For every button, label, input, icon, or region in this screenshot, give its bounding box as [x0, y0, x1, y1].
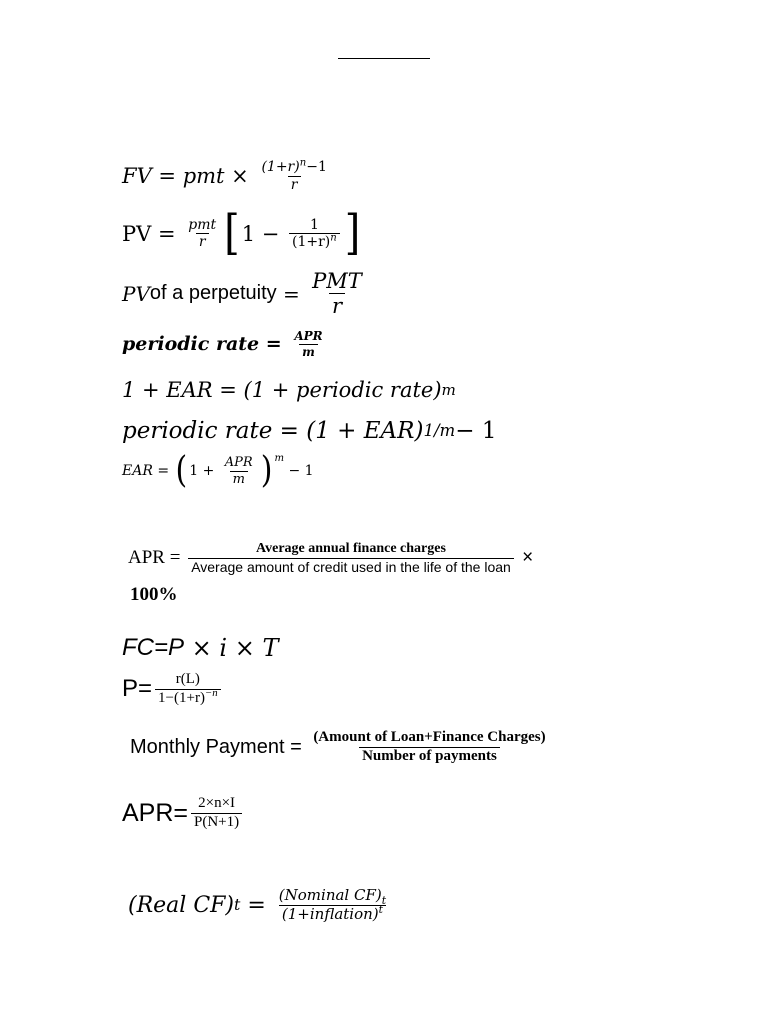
p-den-exp: −n: [204, 686, 218, 699]
apr2-num: 2×n×I: [198, 795, 236, 811]
p-num: r(L): [175, 671, 200, 687]
apr1-eq: =: [164, 547, 186, 569]
formula-rate-from-ear: periodic rate = (1 + EAR) 1/m − 1: [122, 418, 497, 444]
formula-ear-from-rate: 1 + EAR = (1 + periodic rate) m: [122, 378, 456, 402]
fc-times-1: ×: [184, 634, 220, 662]
perp-pv: PV: [122, 281, 150, 306]
ear2-eq: =: [152, 463, 174, 480]
perp-den: r: [329, 293, 345, 317]
real-lhs: (Real CF): [128, 892, 234, 918]
apr2-fraction: [191, 796, 242, 831]
fv-lhs: FV: [122, 164, 152, 189]
p-fraction: [155, 672, 221, 707]
apr1-fraction: [188, 542, 514, 574]
ear2-right-paren: ): [260, 449, 273, 492]
pv-inner-fraction: [289, 218, 340, 250]
pv-inner-exp: n: [330, 232, 337, 244]
apr1-den: Average amount of credit used in the life of the loan: [188, 558, 514, 575]
formula-perpetuity: [122, 270, 368, 317]
prate-lhs: periodic rate: [122, 333, 260, 356]
formula-periodic-rate: [122, 330, 329, 358]
perp-text: of a perpetuity: [149, 282, 277, 305]
apr2-den: P(N+1): [191, 813, 242, 831]
formula-present-value: [122, 205, 362, 261]
pv-fraction: [185, 218, 219, 250]
prate-fraction: [291, 330, 325, 358]
formula-future-value: [122, 157, 333, 193]
formula-finance-charge: [122, 634, 278, 662]
formula-apr-average: [128, 542, 533, 574]
perp-fraction: [309, 270, 365, 317]
ear2-left-paren: (: [175, 449, 188, 492]
formula-monthly-payment: [130, 730, 552, 765]
ear2-den: m: [230, 471, 248, 487]
fc-times-2: ×: [227, 634, 263, 662]
fv-num: (1+r): [261, 159, 300, 175]
perp-eq: =: [276, 281, 307, 306]
monthly-fraction: [310, 730, 548, 765]
apr1-times: ×: [516, 547, 534, 569]
pv-lhs: PV: [122, 221, 152, 246]
fv-num-exp: n: [299, 157, 307, 169]
pv-inner-den: (1+r): [292, 234, 331, 251]
real-den-exp: t: [378, 902, 383, 916]
real-num: (Nominal CF): [278, 886, 382, 904]
apr1-num: Average annual finance charges: [256, 541, 446, 556]
prate2-tail: − 1: [455, 418, 497, 444]
real-den: (1+inflation): [281, 904, 379, 923]
monthly-den: Number of payments: [359, 747, 500, 765]
p-lhs: P=: [122, 675, 153, 703]
ear2-num: APR: [224, 455, 253, 470]
fv-times: ×: [224, 164, 256, 189]
monthly-lhs: Monthly Payment =: [130, 735, 308, 758]
apr1-percent: 100%: [130, 584, 178, 605]
apr2-lhs: APR=: [122, 798, 189, 827]
ear2-tail: − 1: [284, 463, 314, 480]
fv-den: r: [288, 176, 301, 193]
fc-i: i: [219, 634, 228, 662]
fv-num-tail: −1: [306, 159, 327, 175]
ear2-one: 1 +: [189, 463, 219, 480]
pv-inner-num: 1: [309, 216, 319, 233]
pv-right-bracket: ]: [344, 205, 361, 261]
prate-eq: =: [259, 333, 289, 356]
ear2-lhs: EAR: [122, 463, 153, 480]
pv-num: pmt: [188, 216, 217, 233]
fc-t: T: [262, 634, 279, 662]
p-den-base: 1−(1+r): [158, 689, 205, 706]
fv-pmt: pmt: [182, 164, 225, 189]
fc-text: FC=P: [122, 634, 185, 661]
fv-fraction: [258, 157, 329, 193]
pv-one: 1 −: [241, 221, 287, 246]
prate-num: APR: [294, 329, 323, 343]
ear1-lhs: 1 + EAR = (1 + periodic rate): [122, 378, 442, 402]
fv-eq: =: [151, 164, 183, 189]
pv-eq: =: [151, 221, 183, 246]
real-num-sub: t: [381, 894, 387, 907]
formula-real-cash-flow: (Real CF) t = $\frac{(Nominal CF)_t}{(1+inflation)^t}$: [128, 888, 392, 923]
real-eq: =: [240, 892, 273, 918]
pv-den: r: [196, 233, 209, 250]
prate2-lhs: periodic rate = (1 + EAR): [122, 418, 424, 444]
formula-apr-n-ratio: [122, 796, 245, 831]
perp-num: PMT: [312, 269, 362, 293]
prate-den: m: [299, 344, 318, 359]
formula-ear: EAR = ( 1 + $\frac{\text{APR}}{m}$ ) $^m$ − 1: [122, 449, 314, 492]
monthly-num: (Amount of Loan+Finance Charges): [313, 729, 546, 745]
formula-principal: [122, 672, 224, 707]
ear2-fraction: [222, 456, 256, 486]
pv-left-bracket: [: [224, 205, 240, 261]
apr1-lhs: APR: [128, 547, 165, 569]
header-rule: [338, 58, 430, 59]
real-fraction: [276, 888, 389, 923]
